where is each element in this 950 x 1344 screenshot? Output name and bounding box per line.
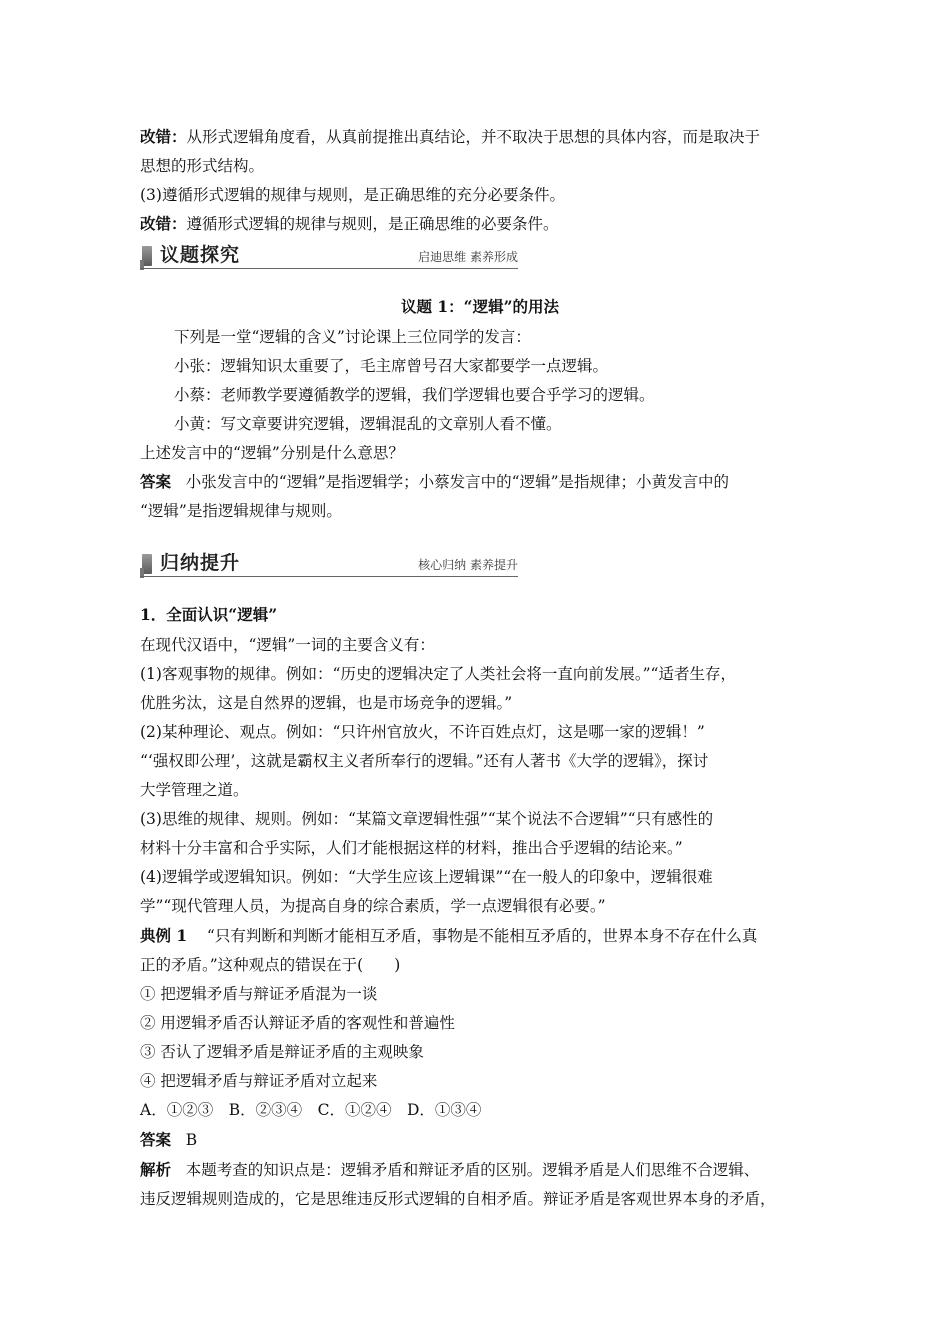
example-line-1 [140,925,757,947]
summary-line: 优胜劣汰，这是自然界的逻辑，也是市场竞争的逻辑。” [140,694,513,712]
correction-label: 改错： [140,214,187,233]
topic-answer-line-2: “逻辑”是指逻辑规律与规则。 [140,502,342,520]
section-title: 归纳提升 [160,552,241,574]
correction-2-line [140,213,559,235]
summary-line: (1)客观事物的规律。例如：“历史的逻辑决定了人类社会将一直向前发展。”“适者生存， [140,665,736,683]
analysis-line-2: 违反逻辑规则造成的，它是思维违反形式逻辑的自相矛盾。辩证矛盾是客观世界本身的矛盾， [140,1190,776,1208]
topic-line: 小张：逻辑知识太重要了，毛主席曾号召大家都要学一点逻辑。 [174,357,609,375]
summary-line: 学”“现代管理人员，为提高自身的综合素质，学一点逻辑很有必要。” [140,897,606,915]
section-title: 议题探究 [160,244,241,266]
section-banner-summary [140,548,520,578]
example-option: ② 用逻辑矛盾否认辩证矛盾的客观性和普遍性 [140,1014,455,1032]
analysis-line-1 [140,1159,759,1181]
section-banner-explore [140,240,520,270]
item-3: (3)遵循形式逻辑的规律与规则，是正确思维的充分必要条件。 [140,186,565,204]
answer-text: 小张发言中的“逻辑”是指逻辑学；小蔡发言中的“逻辑”是指规律；小黄发言中的 [185,473,729,491]
example-choices: A．①②③ B．②③④ C．①②④ D．①③④ [140,1101,482,1119]
answer-text: B [185,1131,198,1149]
analysis-text: 本题考查的知识点是：逻辑矛盾和辩证矛盾的区别。逻辑矛盾是人们思维不合逻辑、 [185,1161,760,1179]
example-label: 典例 1 [140,926,188,945]
answer-label: 答案 [140,472,172,491]
correction-label: 改错： [140,127,187,146]
summary-line: (4)逻辑学或逻辑知识。例如：“大学生应该上逻辑课”“在一般人的印象中，逻辑很难 [140,868,713,886]
summary-line: “‘强权即公理’，这就是霸权主义者所奉行的逻辑。”还有人著书《大学的逻辑》，探讨 [140,752,709,770]
correction-1-line-1 [140,126,760,148]
section-subtitle: 核心归纳 素养提升 [418,558,518,572]
topic-line: 小蔡：老师教学要遵循教学的逻辑，我们学逻辑也要合乎学习的逻辑。 [174,386,655,404]
summary-line: (2)某种理论、观点。例如：“只许州官放火，不许百姓点灯，这是哪一家的逻辑！” [140,723,705,741]
correction-text: 遵循形式逻辑的规律与规则，是正确思维的必要条件。 [186,215,559,233]
correction-1-line-2: 思想的形式结构。 [140,157,265,175]
topic-line: 小黄：写文章要讲究逻辑，逻辑混乱的文章别人看不懂。 [174,415,562,433]
summary-heading: 1．全面认识“逻辑” [140,605,278,624]
example-option: ① 把逻辑矛盾与辩证矛盾混为一谈 [140,985,378,1003]
correction-text: 从形式逻辑角度看，从真前提推出真结论，并不取决于思想的具体内容，而是取决于 [186,128,761,146]
section-subtitle: 启迪思维 素养形成 [418,250,518,264]
example-answer [140,1129,197,1151]
topic-answer-line-1 [140,471,729,493]
summary-line: 大学管理之道。 [140,781,249,799]
topic-title: 议题 1：“逻辑”的用法 [400,297,559,316]
topic-question: 上述发言中的“逻辑”分别是什么意思？ [140,444,404,462]
example-line-2: 正的矛盾。”这种观点的错误在于( ) [140,956,401,974]
summary-line: (3)思维的规律、规则。例如：“某篇文章逻辑性强”“某个说法不合逻辑”“只有感性的 [140,810,714,828]
answer-label: 答案 [140,1130,172,1149]
example-text: “只有判断和判断才能相互矛盾，事物是不能相互矛盾的，世界本身不存在什么真 [206,927,758,945]
summary-line: 材料十分丰富和合乎实际，人们才能根据这样的材料，推出合乎逻辑的结论来。” [140,839,683,857]
summary-line: 在现代汉语中，“逻辑”一词的主要含义有： [140,636,435,654]
example-option: ③ 否认了逻辑矛盾是辩证矛盾的主观映象 [140,1043,424,1061]
banner-rule [140,576,518,577]
example-option: ④ 把逻辑矛盾与辩证矛盾对立起来 [140,1072,378,1090]
banner-rule [140,268,518,269]
topic-line: 下列是一堂“逻辑的含义”讨论课上三位同学的发言： [174,328,531,346]
analysis-label: 解析 [140,1160,172,1179]
